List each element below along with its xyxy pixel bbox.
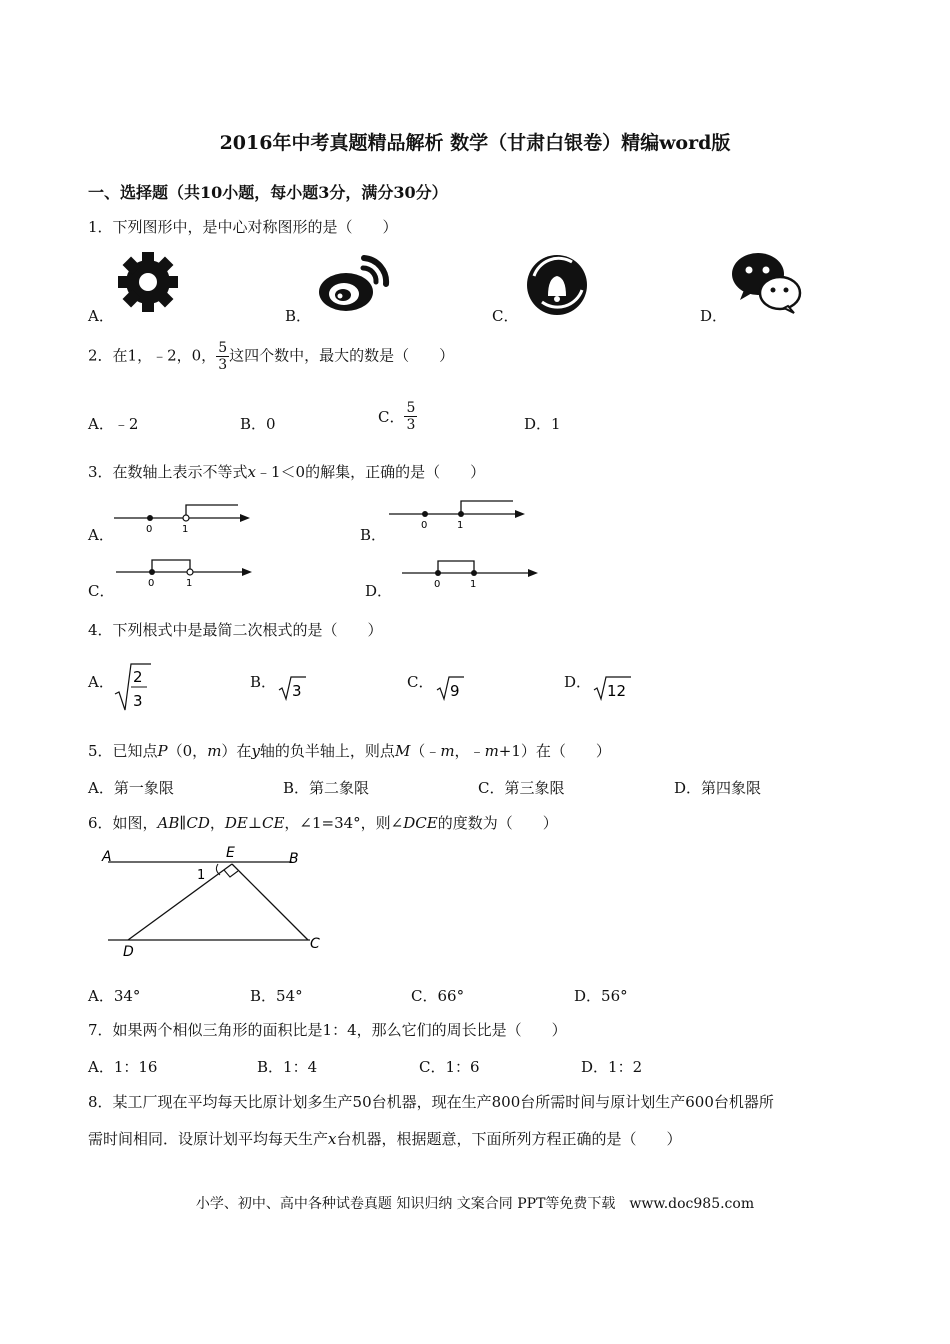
q5-text-5: （﹣ (410, 742, 441, 760)
q4-option-b-radical (278, 674, 308, 702)
q8-variable-x: x (328, 1130, 337, 1148)
q6-line-de: DE (224, 814, 248, 832)
question-6-stem (88, 812, 558, 833)
q6-text-2: ∥ (179, 814, 187, 832)
question-2-stem (88, 340, 454, 373)
q3-option-d-number-line (398, 553, 548, 593)
question-1-stem: 1．下列图形中，是中心对称图形的是（ ） (88, 218, 398, 236)
weibo-icon (316, 252, 392, 314)
q6-label-a: A (102, 849, 112, 865)
question-8-line-2 (88, 1128, 682, 1149)
q4-option-c-radicand: 9 (450, 682, 460, 700)
q4-option-c-label: C． (407, 673, 434, 691)
q3-option-d-label: D． (365, 582, 393, 600)
q4-option-d-radicand: 12 (607, 682, 627, 700)
q6-line-ab: AB (157, 814, 180, 832)
q5-var-m-3: m (484, 742, 499, 760)
q2-fraction-den: 3 (218, 357, 228, 373)
page-footer: 小学、初中、高中各种试卷真题 知识归纳 文案合同 PPT等免费下载 www.doc985.com (195, 1196, 755, 1212)
q6-option-d: D．56° (574, 987, 628, 1005)
q1-option-a-label: A． (88, 307, 114, 325)
q4-option-c-radical (436, 674, 466, 702)
q2-option-c-num: 5 (406, 400, 416, 416)
q7-option-b: B．1：4 (257, 1058, 318, 1076)
q4-option-b-label: B． (250, 673, 277, 691)
q2-option-c-label: C． (378, 408, 405, 426)
question-5-stem (88, 740, 611, 761)
q6-label-e: E (226, 845, 235, 861)
q4-option-a-label: A． (88, 673, 114, 691)
question-3-stem (88, 461, 485, 482)
q6-label-angle-1: 1 (197, 868, 206, 883)
q3d-tick-1: 1 (470, 579, 477, 590)
q6-option-a: A．34° (88, 987, 141, 1005)
q6-label-c: C (310, 936, 320, 952)
gear-icon (116, 250, 180, 314)
q4-option-a-num: 2 (133, 668, 143, 686)
q3b-tick-1: 1 (457, 520, 464, 531)
q4-option-a-radical (113, 660, 153, 714)
q3b-tick-0: 0 (421, 520, 428, 531)
q3a-tick-0: 0 (146, 524, 153, 535)
q2-fraction (216, 340, 229, 373)
q6-text-5: ，∠1=34°，则∠ (284, 814, 404, 832)
q6-line-cd: CD (186, 814, 210, 832)
q6-label-d: D (123, 944, 134, 960)
q3c-tick-1: 1 (186, 578, 193, 589)
q6-option-c: C．66° (411, 987, 465, 1005)
q7-option-a: A．1：16 (88, 1058, 158, 1076)
q3-stem-post: ﹣1＜0的解集，正确的是（ ） (256, 463, 486, 481)
q5-option-b: B．第二象限 (283, 779, 370, 797)
q6-line-ce: CE (261, 814, 285, 832)
q5-point-m: M (394, 742, 411, 760)
q1-option-d-label: D． (700, 307, 728, 325)
q4-option-a-den: 3 (133, 692, 143, 710)
question-7-stem: 7．如果两个相似三角形的面积比是1：4，那么它们的周长比是（ ） (88, 1021, 567, 1039)
q3-option-c-number-line (112, 552, 262, 592)
q2-option-a: A．﹣2 (88, 415, 139, 433)
q2-stem-pre: 2．在1，﹣2，0， (88, 346, 217, 365)
q5-var-m-2: m (440, 742, 455, 760)
q3-option-c-label: C． (88, 582, 115, 600)
q3a-tick-1: 1 (182, 524, 189, 535)
q5-option-c: C．第三象限 (478, 779, 565, 797)
q2-option-d: D．1 (524, 415, 561, 433)
q6-option-b: B．54° (250, 987, 303, 1005)
q6-text-1: 6．如图， (88, 814, 158, 832)
wechat-icon (730, 250, 802, 316)
q3-option-a-label: A． (88, 526, 114, 544)
q5-text-4: 轴的负半轴上，则点 (259, 742, 395, 760)
q6-text-6: 的度数为（ ） (437, 814, 558, 832)
q2-fraction-num: 5 (218, 340, 228, 356)
q5-text-7: +1）在（ ） (498, 742, 611, 760)
q5-text-6: ，﹣ (454, 742, 485, 760)
q3d-tick-0: 0 (434, 579, 441, 590)
q6-angle-dce: DCE (403, 814, 438, 832)
qq-music-bell-icon (526, 254, 588, 316)
q8-line-2-post: 台机器，根据题意，下面所列方程正确的是（ ） (336, 1130, 682, 1148)
q5-var-y: y (251, 742, 260, 760)
q4-option-d-label: D． (564, 673, 592, 691)
q5-text-1: 5．已知点 (88, 742, 158, 760)
page-title: 2016年中考真题精品解析 数学（甘肃白银卷）精编word版 (219, 132, 731, 154)
q5-text-2: （0， (167, 742, 208, 760)
q5-var-m-1: m (207, 742, 222, 760)
q6-geometry-figure (96, 842, 336, 962)
q3c-tick-0: 0 (148, 578, 155, 589)
q6-text-4: ⊥ (247, 814, 262, 832)
q8-line-2-pre: 需时间相同．设原计划平均每天生产 (88, 1130, 329, 1148)
q2-option-b: B．0 (240, 415, 276, 433)
q7-option-c: C．1：6 (419, 1058, 480, 1076)
q3-variable-x: x (247, 463, 257, 481)
q1-option-b-label: B． (285, 307, 312, 325)
question-4-stem: 4．下列根式中是最简二次根式的是（ ） (88, 621, 383, 639)
q4-option-b-radicand: 3 (292, 682, 302, 700)
section-heading: 一、选择题（共10小题，每小题3分，满分30分） (88, 183, 448, 202)
q2-option-c-den: 3 (406, 417, 416, 433)
q3-option-a-number-line (110, 498, 260, 538)
q5-option-a: A．第一象限 (88, 779, 174, 797)
q4-option-d-radical (593, 674, 633, 702)
q5-text-3: ）在 (221, 742, 252, 760)
q3-option-b-number-line (385, 494, 535, 534)
q6-label-b: B (289, 851, 299, 867)
q2-option-c-fraction (404, 400, 417, 433)
q2-option-c (378, 400, 417, 433)
q7-option-d: D．1：2 (581, 1058, 643, 1076)
q5-option-d: D．第四象限 (674, 779, 762, 797)
q3-stem-pre: 3．在数轴上表示不等式 (88, 463, 248, 481)
q6-text-3: ， (209, 814, 225, 832)
q1-option-c-label: C． (492, 307, 519, 325)
question-8-line-1: 8．某工厂现在平均每天比原计划多生产50台机器，现在生产800台所需时间与原计划生产600台机器所 (88, 1093, 774, 1111)
q3-option-b-label: B． (360, 526, 387, 544)
q5-point-p: P (157, 742, 168, 760)
q2-stem-post: 这四个数中，最大的数是（ ） (229, 346, 455, 365)
